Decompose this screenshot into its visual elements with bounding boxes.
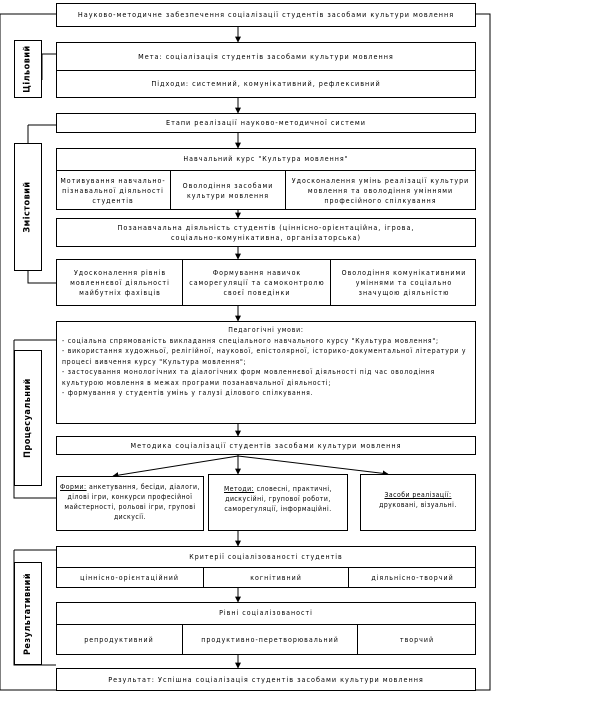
levels-title: Рівні соціалізованості [219, 609, 313, 617]
condition-item: - застосування монологічних та діалогічних форм мовленнєвої діяльності під час оволодіння культурою мовлення в межах програми позанавчальної діяльності; [62, 368, 436, 387]
stages-title-box [56, 113, 476, 133]
outcome-cell: Удосконалення рівнів мовленнєвої діяльності майбутніх фахівців [70, 268, 170, 297]
goal-line: Мета: соціалізація студентів засобами культури мовлення [138, 51, 394, 61]
level-cell: репродуктивний [84, 636, 154, 644]
condition-item: - використання художньої, релігійної, наукової, епістолярної, історико-документальної літератури у процесі вивчення курсу "Культура мовлення"; [62, 347, 467, 366]
top-title: Науково-методичне забезпечення соціалізації студентів засобами культури мовлення [77, 10, 455, 19]
stage-label-content: Змістовий [14, 143, 42, 271]
course-cell: Удосконалення умінь реалізації культури мовлення та оволодіння уміннями професійного спілкування [291, 176, 470, 205]
stage-label-process: Процесуальний [14, 350, 42, 486]
level-cell: творчий [399, 636, 435, 644]
means-label: Засоби реалізації: [384, 491, 452, 499]
goal-divider [56, 70, 476, 71]
conditions-title: Педагогічні умови: [228, 326, 304, 334]
criteria-title: Критерії соціалізованості студентів [189, 552, 343, 561]
forms-label: Форми: [60, 483, 87, 491]
criteria-cell: діяльнісно-творчий [371, 574, 454, 582]
course-title: Навчальний курс "Культура мовлення" [183, 155, 349, 163]
result-text: Результат: Успішна соціалізація студентів засобами культури мовлення [108, 674, 424, 684]
course-cell: Оволодіння засобами культури мовлення [182, 181, 274, 200]
top-title-box [56, 3, 476, 27]
result-box [56, 668, 476, 691]
outcome-cell: Формування навичок саморегуляції та самоконтролю своєї поведінки [189, 268, 325, 297]
outcomes-col-divider [330, 259, 331, 306]
level-cell: продуктивно-перетворювальний [201, 636, 339, 644]
course-col-divider [170, 170, 171, 210]
extracurricular-box [56, 218, 476, 247]
methodology-box [56, 436, 476, 455]
stage-label-result: Результативний [14, 562, 42, 665]
methodology-text: Методика соціалізації студентів засобами культури мовлення [130, 440, 402, 450]
outcomes-col-divider [182, 259, 183, 306]
condition-item: - формування у студентів умінь у галузі ділового спілкування. [62, 389, 314, 397]
extracurricular-text: Позанавчальна діяльність студентів (ціннісно-орієнтаційна, ігрова, соціально-комунікативна, організаторська) [117, 222, 415, 242]
stages-title: Етапи реалізації науково-методичної системи [166, 118, 366, 127]
feedback-loop-line-right [476, 14, 490, 690]
stage-label-target: Цільовий [14, 40, 42, 98]
outcome-cell: Оволодіння комунікативними уміннями та соціально значущою діяльністю [341, 268, 467, 297]
course-cell: Мотивування навчально-пізнавальної діяльності студентів [60, 176, 166, 205]
methods-text: словесні, практичні, дискусійні, групової роботи, саморегуляції, інформаційні. [224, 485, 332, 513]
course-col-divider [285, 170, 286, 210]
criteria-cell: когнітивний [250, 574, 302, 582]
forms-box [56, 476, 204, 531]
conditions-box [56, 321, 476, 424]
methods-label: Методи: [224, 485, 255, 493]
means-box [360, 474, 476, 531]
condition-item: - соціальна спрямованість викладання спеціального навчального курсу "Культура мовлення"; [62, 336, 439, 345]
methods-box [208, 474, 348, 531]
forms-text: анкетування, бесіди, діалоги, ділові ігри, конкурси професійної майстерності, рольові ігри, групові дискусії. [64, 483, 200, 521]
means-text: друковані, візуальні. [379, 501, 457, 509]
criteria-cell: ціннісно-орієнтаційний [80, 574, 179, 582]
approaches-line: Підходи: системний, комунікативний, рефлексивний [151, 78, 381, 88]
